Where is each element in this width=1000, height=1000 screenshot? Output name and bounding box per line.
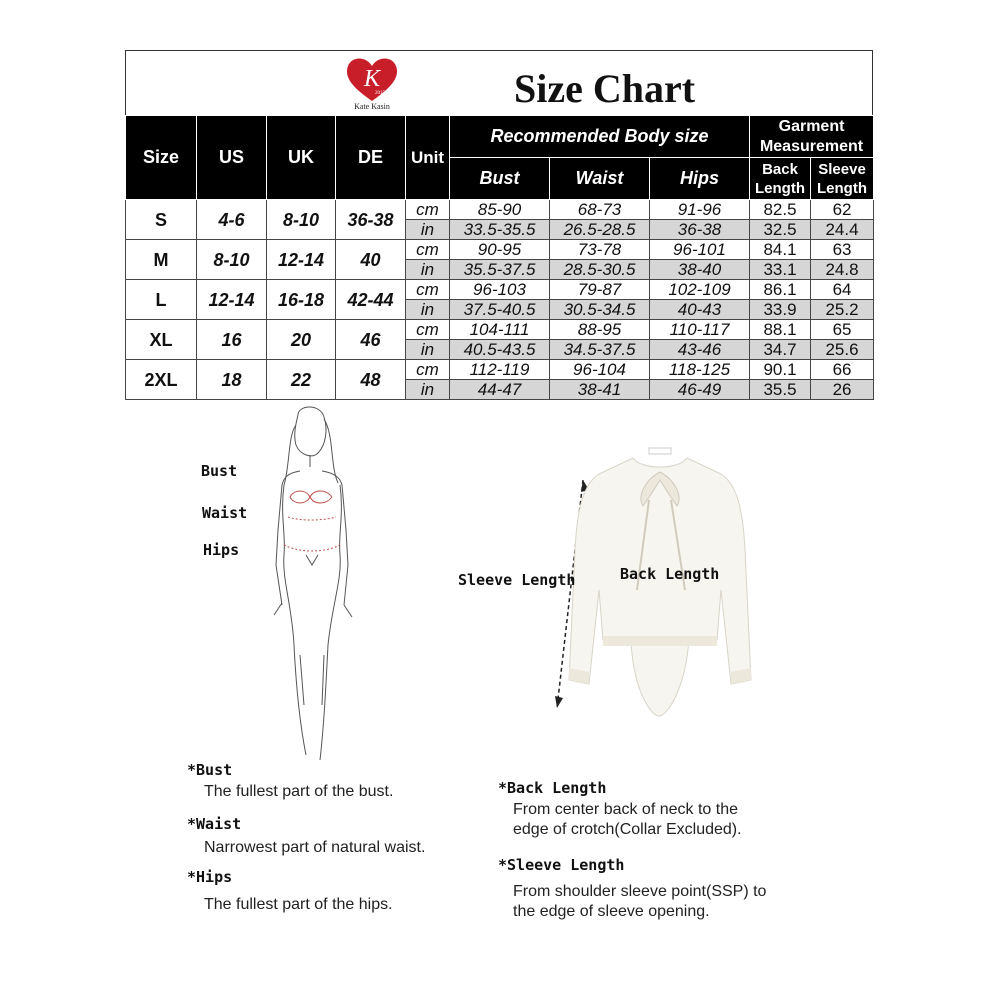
waist-cell: 38-41: [550, 380, 650, 400]
sleeve-length-cell: 65: [811, 320, 874, 340]
note-back-length-text-2: edge of crotch(Collar Excluded).: [513, 821, 742, 838]
table-row: [126, 280, 874, 300]
hips-cell: 36-38: [650, 220, 750, 240]
header-de: DE: [336, 116, 406, 200]
note-sleeve-length-text-2: the edge of sleeve opening.: [513, 903, 710, 920]
header-recommended-body-size: Recommended Body size: [450, 116, 750, 158]
hips-cell: 91-96: [650, 200, 750, 220]
note-waist-title: *Waist: [187, 815, 242, 833]
uk-size-cell: 20: [267, 320, 336, 360]
sleeve-length-cell: 25.6: [811, 340, 874, 360]
sleeve-length-cell: 62: [811, 200, 874, 220]
hips-cell: 38-40: [650, 260, 750, 280]
unit-cell: cm: [406, 360, 450, 380]
bust-cell: 112-119: [450, 360, 550, 380]
back-length-cell: 82.5: [750, 200, 811, 220]
sleeve-length-cell: 25.2: [811, 300, 874, 320]
figure-label-waist: Waist: [202, 504, 248, 522]
bust-cell: 44-47: [450, 380, 550, 400]
hips-cell: 40-43: [650, 300, 750, 320]
sleeve-length-cell: 66: [811, 360, 874, 380]
header-back-length: Back Length: [750, 158, 811, 200]
unit-cell: cm: [406, 200, 450, 220]
uk-size-cell: 22: [267, 360, 336, 400]
de-size-cell: 42-44: [336, 280, 406, 320]
bust-cell: 104-111: [450, 320, 550, 340]
back-length-cell: 33.9: [750, 300, 811, 320]
header-waist: Waist: [550, 158, 650, 200]
header-size: Size: [126, 116, 197, 200]
header-uk: UK: [267, 116, 336, 200]
waist-cell: 68-73: [550, 200, 650, 220]
note-sleeve-length-title: *Sleeve Length: [498, 856, 625, 874]
back-length-cell: 35.5: [750, 380, 811, 400]
unit-cell: in: [406, 300, 450, 320]
header-hips: Hips: [650, 158, 750, 200]
waist-cell: 30.5-34.5: [550, 300, 650, 320]
brand-logo: [342, 55, 402, 115]
svg-text:K: K: [363, 66, 381, 92]
de-size-cell: 46: [336, 320, 406, 360]
uk-size-cell: 8-10: [267, 200, 336, 240]
back-length-cell: 84.1: [750, 240, 811, 260]
waist-cell: 96-104: [550, 360, 650, 380]
note-waist-text: Narrowest part of natural waist.: [204, 839, 426, 856]
unit-cell: cm: [406, 240, 450, 260]
bust-cell: 40.5-43.5: [450, 340, 550, 360]
uk-size-cell: 16-18: [267, 280, 336, 320]
waist-cell: 34.5-37.5: [550, 340, 650, 360]
de-size-cell: 36-38: [336, 200, 406, 240]
waist-cell: 73-78: [550, 240, 650, 260]
header-bust: Bust: [450, 158, 550, 200]
bust-cell: 37.5-40.5: [450, 300, 550, 320]
header-sleeve-length: Sleeve Length: [811, 158, 874, 200]
back-length-cell: 32.5: [750, 220, 811, 240]
hips-cell: 110-117: [650, 320, 750, 340]
figure-label-bust: Bust: [201, 462, 238, 480]
garment-label-sleeve-length: Sleeve Length: [458, 571, 576, 589]
size-cell: L: [126, 280, 197, 320]
us-size-cell: 18: [197, 360, 267, 400]
note-hips-title: *Hips: [187, 868, 233, 886]
back-length-cell: 33.1: [750, 260, 811, 280]
uk-size-cell: 12-14: [267, 240, 336, 280]
body-figure-illustration: [260, 405, 370, 770]
heart-logo-icon: [342, 55, 402, 103]
hips-cell: 96-101: [650, 240, 750, 260]
back-length-cell: 90.1: [750, 360, 811, 380]
sleeve-length-cell: 63: [811, 240, 874, 260]
bust-cell: 35.5-37.5: [450, 260, 550, 280]
unit-cell: in: [406, 340, 450, 360]
size-cell: XL: [126, 320, 197, 360]
unit-cell: cm: [406, 320, 450, 340]
unit-cell: cm: [406, 280, 450, 300]
back-length-cell: 34.7: [750, 340, 811, 360]
chart-header: [125, 50, 873, 116]
us-size-cell: 12-14: [197, 280, 267, 320]
table-row: [126, 360, 874, 380]
table-row: [126, 320, 874, 340]
back-length-cell: 88.1: [750, 320, 811, 340]
size-table: [125, 115, 874, 400]
bust-cell: 33.5-35.5: [450, 220, 550, 240]
de-size-cell: 40: [336, 240, 406, 280]
bust-cell: 96-103: [450, 280, 550, 300]
note-back-length-text-1: From center back of neck to the: [513, 801, 738, 818]
hips-cell: 43-46: [650, 340, 750, 360]
sleeve-length-cell: 26: [811, 380, 874, 400]
size-cell: M: [126, 240, 197, 280]
bust-cell: 90-95: [450, 240, 550, 260]
sleeve-length-cell: 24.4: [811, 220, 874, 240]
size-cell: S: [126, 200, 197, 240]
page-title: Size Chart: [514, 66, 696, 111]
sleeve-length-cell: 64: [811, 280, 874, 300]
garment-label-back-length: Back Length: [620, 565, 720, 583]
back-length-cell: 86.1: [750, 280, 811, 300]
svg-text:2015: 2015: [375, 91, 385, 96]
waist-cell: 88-95: [550, 320, 650, 340]
unit-cell: in: [406, 220, 450, 240]
header-garment-measurement: Garment Measurement: [750, 116, 874, 158]
size-chart: [125, 50, 873, 401]
header-us: US: [197, 116, 267, 200]
table-row: [126, 240, 874, 260]
figure-label-hips: Hips: [203, 541, 240, 559]
us-size-cell: 16: [197, 320, 267, 360]
size-table-body: [126, 200, 874, 400]
us-size-cell: 4-6: [197, 200, 267, 240]
note-bust-text: The fullest part of the bust.: [204, 783, 394, 800]
size-cell: 2XL: [126, 360, 197, 400]
de-size-cell: 48: [336, 360, 406, 400]
waist-cell: 79-87: [550, 280, 650, 300]
sleeve-length-cell: 24.8: [811, 260, 874, 280]
waist-cell: 26.5-28.5: [550, 220, 650, 240]
note-hips-text: The fullest part of the hips.: [204, 896, 393, 913]
hips-cell: 118-125: [650, 360, 750, 380]
header-unit: Unit: [406, 116, 450, 200]
hips-cell: 102-109: [650, 280, 750, 300]
waist-cell: 28.5-30.5: [550, 260, 650, 280]
hips-cell: 46-49: [650, 380, 750, 400]
unit-cell: in: [406, 260, 450, 280]
brand-name: Kate Kasin: [354, 102, 390, 111]
note-back-length-title: *Back Length: [498, 779, 607, 797]
bodysuit-garment-image: [545, 440, 775, 730]
table-row: [126, 200, 874, 220]
note-bust-title: *Bust: [187, 761, 233, 779]
note-sleeve-length-text-1: From shoulder sleeve point(SSP) to: [513, 883, 767, 900]
unit-cell: in: [406, 380, 450, 400]
bust-cell: 85-90: [450, 200, 550, 220]
us-size-cell: 8-10: [197, 240, 267, 280]
